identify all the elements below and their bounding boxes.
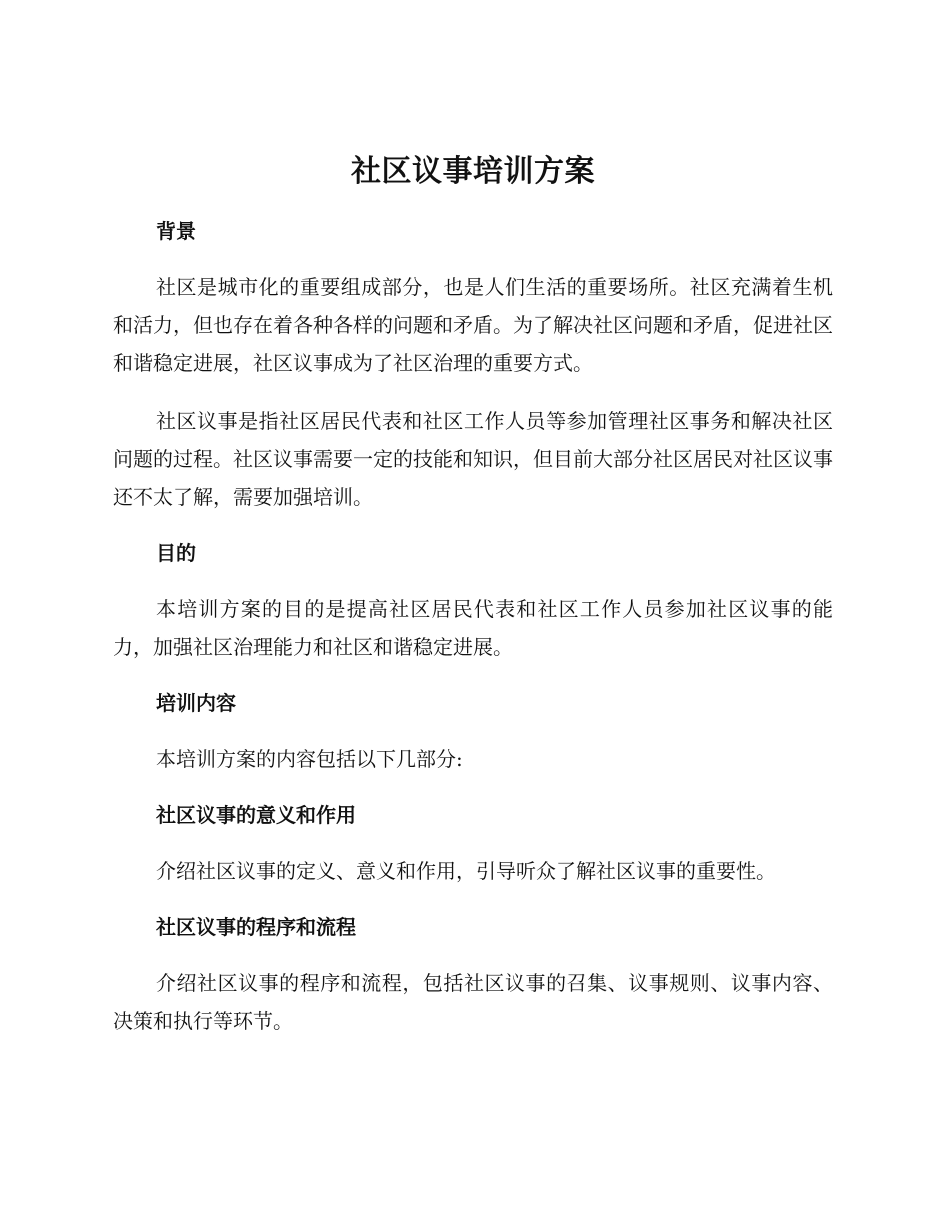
paragraph-content: 本培训方案的内容包括以下几部分: (156, 747, 463, 771)
paragraph-purpose: 本培训方案的目的是提高社区居民代表和社区工作人员参加社区议事的能力，加强社区治理能力和社区和谐稳定进展。 (113, 597, 833, 659)
section-heading-meaning: 社区议事的意义和作用 (156, 803, 356, 827)
paragraph-meaning: 介绍社区议事的定义、意义和作用，引导听众了解社区议事的重要性。 (156, 859, 776, 883)
section-heading-procedure: 社区议事的程序和流程 (156, 915, 356, 939)
paragraph-procedure: 介绍社区议事的程序和流程，包括社区议事的召集、议事规则、议事内容、决策和执行等环节。 (113, 971, 833, 1033)
section-heading-background: 背景 (156, 219, 196, 243)
paragraph-background-2: 社区议事是指社区居民代表和社区工作人员等参加管理社区事务和解决社区问题的过程。社区议事需要一定的技能和知识，但目前大部分社区居民对社区议事还不太了解，需要加强培训。 (113, 409, 833, 509)
paragraph-background-1: 社区是城市化的重要组成部分，也是人们生活的重要场所。社区充满着生机和活力，但也存在着各种各样的问题和矛盾。为了解决社区问题和矛盾，促进社区和谐稳定进展，社区议事成为了社区治理的重要方式。 (113, 275, 833, 375)
section-heading-purpose: 目的 (156, 541, 196, 565)
section-heading-content: 培训内容 (156, 691, 236, 715)
document-title: 社区议事培训方案 (351, 154, 595, 189)
document-page (113, 148, 833, 1060)
